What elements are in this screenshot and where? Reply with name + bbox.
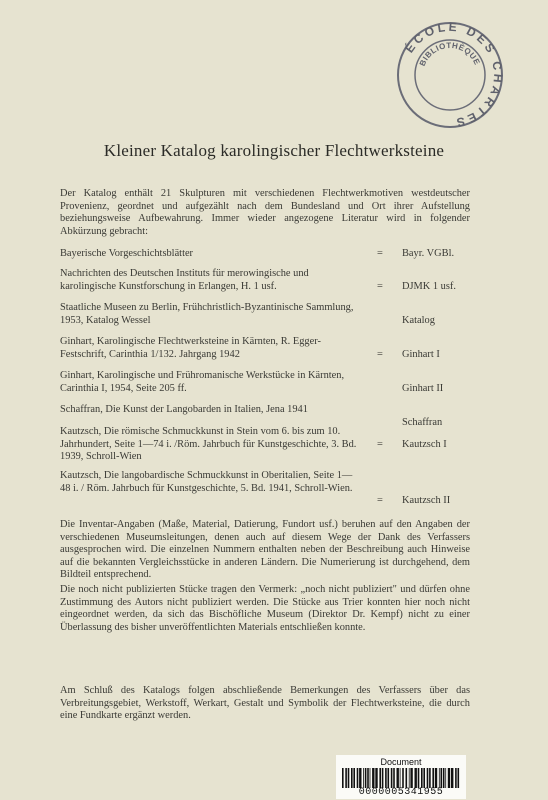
barcode-bar (348, 768, 350, 788)
bib-entry-text: Kautzsch, Die römische Schmuckkunst in Stein vom 6. bis zum 10. Jahrhundert, Seite 1—74 i. /Röm. Jahrbuch für Kunstgeschichte, 3. Bd. 1939, Schroll-Wien (60, 426, 357, 463)
barcode-bar (427, 768, 429, 788)
barcode-bar (353, 768, 355, 788)
bib-entry-abbreviation: Katalog (402, 314, 435, 326)
bib-entry-equals (377, 315, 383, 328)
bib-entry-abbreviation: Ginhart II (402, 382, 444, 394)
bib-entry-abbreviation: Kautzsch II (402, 495, 451, 507)
barcode-bar (372, 768, 374, 788)
barcode-bar (458, 768, 460, 788)
barcode-bar (400, 768, 401, 788)
barcode-bar (385, 768, 387, 788)
body-paragraph: Die noch nicht publizierten Stücke tragen den Vermerk: „noch nicht publiziert" und dürfen ohne Zustimmung des Autors nicht publiziert werden. Die Stücke aus Trier konnten hier noch nicht eingeordnet werden, da sich das Bischöfliche Museum (Direktor Dr. Kempf) nicht zu einer Überlassung des bisher unveröffentlichten Materials entschließen konnte. (60, 584, 470, 633)
bib-entry-text: Staatliche Museen zu Berlin, Frühchristlich-Byzantinische Sammlung, 1953, Katalog Wessel (60, 302, 354, 326)
barcode-bar (359, 768, 361, 788)
bib-entry-equals: = (377, 438, 383, 450)
barcode-bar (429, 768, 431, 788)
barcode-bar (388, 768, 390, 788)
barcode-bar (367, 768, 369, 788)
barcode-bar (382, 768, 384, 788)
barcode-bar (406, 768, 408, 788)
barcode-bar (345, 768, 347, 788)
barcode-bar (439, 768, 440, 788)
bib-entry-equals (377, 417, 383, 430)
bib-entry-abbreviation: DJMK 1 usf. (402, 280, 456, 292)
bib-entry-equals: = (377, 495, 383, 507)
barcode-bar (415, 768, 417, 788)
barcode-bar (370, 768, 371, 788)
bib-entry-abbreviation: Bayr. VGBl. (402, 248, 455, 259)
bib-entry-equals: = (377, 280, 383, 292)
barcode-bar (409, 768, 410, 788)
barcode-bar (441, 768, 443, 788)
barcode-bar (451, 768, 453, 788)
barcode-bar (418, 768, 420, 788)
barcode-bar (421, 768, 423, 788)
barcode-title: Document (380, 757, 422, 767)
page-title: Kleiner Katalog karolingischer Flechtwerksteine (103, 141, 445, 160)
intro-paragraph: Der Katalog enthält 21 Skulpturen mit verschiedenen Flechtwerkmotiven westdeutscher Provenienz, geordnet und aufgezählt nach dem Bundesland und Ort ihrer Aufstellung beziehungsweise Aufbewahrung. Immer wieder angezogene Literatur wird in folgender Abkürzung gebracht: (60, 188, 470, 237)
barcode-bar (443, 768, 445, 788)
barcode-bar (445, 768, 446, 788)
barcode-bar (375, 768, 377, 788)
barcode-bar (423, 768, 425, 788)
barcode-bar (379, 768, 381, 788)
bib-entry-text: Ginhart, Karolingische und Frühromanische Werkstücke in Kärnten, Carinthia I, 1954, Seite 205 ff. (60, 370, 345, 394)
barcode-bar (432, 768, 434, 788)
body-paragraph: Am Schluß des Katalogs folgen abschließende Bemerkungen des Verfassers über das Verbreitungsgebiet, Werkstoff, Werkart, Gestalt und Symbolik der Flechtwerksteine, die durch eine Fundkarte ergänzt werden. (60, 685, 470, 722)
body-paragraph: Die Inventar-Angaben (Maße, Material, Datierung, Fundort usf.) beruhen auf den Angaben der verschiedenen Museumsleitungen, denen auch auf diesem Wege der Dank des Verfassers ausgesprochen wird. Die einzelnen Nummern enthalten neben der Beschreibung auch Hinweise auf die bekannten Vergleichsstücke in anderen Ländern. Die Numerierung ist durchgehend, dem Bildteil entsprechend. (60, 519, 470, 581)
bib-entry-text: Ginhart, Karolingische Flechtwerksteine in Kärnten, R. Egger-Festschrift, Carinthia 1/132. Jahrgang 1942 (60, 336, 321, 360)
bib-entry-equals (377, 383, 383, 396)
barcode-bar (435, 768, 437, 788)
barcode-bar (393, 768, 395, 788)
barcode-bar (391, 768, 393, 788)
barcode-bar (363, 768, 364, 788)
barcode-bar (455, 768, 457, 788)
bib-entry-text: Bayerische Vorgeschichtsblätter (60, 248, 194, 259)
barcode-label (336, 755, 466, 799)
bib-entry-text: Schaffran, Die Kunst der Langobarden in Italien, Jena 1941 (60, 404, 308, 415)
barcode-bar (448, 768, 450, 788)
stamp-outer-text: ÉCOLE DES CHARTES (402, 20, 505, 130)
library-stamp (395, 20, 505, 130)
bib-entry-abbreviation: Kautzsch I (402, 438, 447, 450)
bib-entry-text: Nachrichten des Deutschen Instituts für merowingische und karolingische Kunstforschung in Erlangen, H. 1 usf. (60, 268, 309, 292)
barcode-number: 0000005341955 (358, 787, 444, 798)
bib-entry-text: Kautzsch, Die langobardische Schmuckkunst in Oberitalien, Seite 1—48 i. / Röm. Jahrbuch für Kunstgeschichte, 5. Bd. 1941, Schroll-Wien. (60, 470, 353, 494)
barcode-bar (342, 768, 344, 788)
barcode-bar (402, 768, 404, 788)
bib-entry-abbreviation: Ginhart I (402, 348, 440, 360)
barcode-bar (397, 768, 399, 788)
barcode-bar (357, 768, 359, 788)
stamp-inner-text: BIBLIOTHÈQUE (417, 40, 482, 68)
bib-entry-abbreviation: Schaffran (402, 416, 443, 428)
barcode-bars (342, 768, 460, 788)
barcode-bar (410, 768, 412, 788)
bib-entry-equals: = (377, 348, 383, 360)
bib-entry-equals: = (377, 248, 383, 259)
barcode-bar (351, 768, 353, 788)
barcode-bar (365, 768, 367, 788)
